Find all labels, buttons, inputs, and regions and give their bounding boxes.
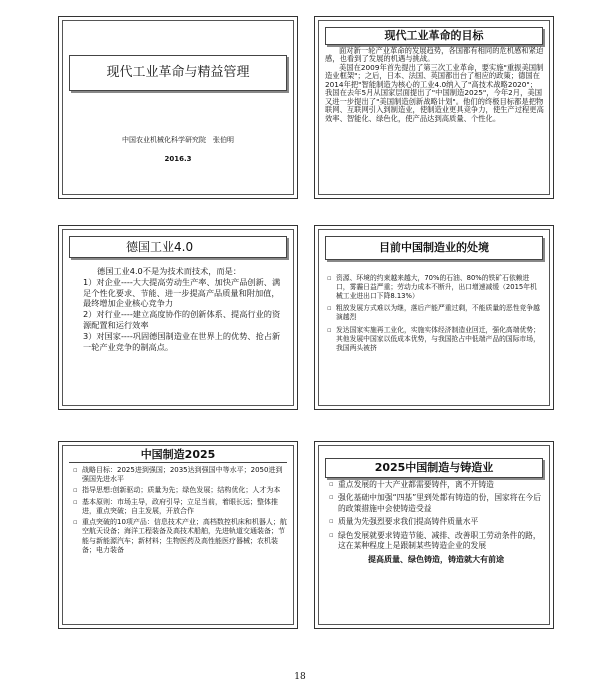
slide-4-title: 目前中国制造业的处境 (325, 236, 543, 260)
page-number: 18 (294, 672, 306, 682)
slide-frame (62, 20, 294, 195)
slide-5-title: 中国制造2025 (69, 447, 287, 463)
slide-4-item: ▫ 发达国家实施再工业化，实施实体经济制造业回迁，强化高端优势；其他发展中国家以低成本优势，与我国抢占中低端产品的国际市场，我国两头被挤 (327, 326, 541, 352)
slide-6 (314, 441, 554, 629)
slide-3-intro: 德国工业4.0不是为技术而技术，而是： (97, 266, 242, 276)
slide-2 (314, 16, 554, 199)
slide-2-body (325, 47, 544, 123)
slide-3-title: 德国工业4.0 (69, 236, 287, 258)
slide-3-item: 3）对国家----巩固德国制造业在世界上的优势、抢占新一轮产业竞争的制高点。 (83, 330, 281, 352)
slide-6-item: ▫ 质量为先强烈要求我们提高铸件质量水平 (329, 517, 543, 527)
slide-6-footer: 提高质量、绿色铸造，铸造就大有前途 (368, 554, 504, 564)
slide-6-item: ▫ 强化基础中加强“四基”里到处都有铸造的份，国家将在今后的政策措施中会使铸造受益 (329, 493, 543, 514)
slide-5-item: ▫ 战略目标：2025进到强国；2035达到强国中等水平；2050进到强国先进水平 (73, 466, 287, 484)
slide-5-item: ▫ 基本原则：市场主导，政府引导；立足当前，着眼长远；整体推进，重点突破；自主发展，开放合作 (73, 498, 287, 516)
slide-2-title: 现代工业革命的目标 (325, 27, 543, 45)
slide-4-item: ▫ 粗放发展方式难以为继，落后产能严重过剩，不能质量的恶性竞争越演越烈 (327, 304, 541, 322)
slide-1-title: 现代工业革命与精益管理 (69, 55, 287, 91)
slide-5-item: ▫ 指导思想:创新驱动；质量为先；绿色发展；结构优化；人才为本 (73, 486, 287, 495)
slide-4-body (327, 274, 541, 353)
slide-4 (314, 225, 554, 410)
slide-6-body (329, 480, 543, 565)
slide-5 (58, 441, 298, 629)
slide-1 (58, 16, 298, 199)
slide-2-para-2: 美国在2009年首先提出了第三次工业革命，要实施"重振美国制造业框架"；之后，日本、法国、英国都出台了相应的政策；德国在2014年把"智能制造为核心的工业4.0纳入了"高技术战略2020"；我国在去年5月从国家层面提出了"中国制造2025"，今年2月，美国又进一步提出了"美国制造创新战略计划"。他们的终极目标都是把物联网、互联网引入到制造业，使制造业更具竞争力，使生产过程更高效率、智能化、绿色化，使产品达到高质量、个性化。 (325, 62, 544, 123)
slide-5-body (73, 466, 287, 555)
slide-4-item: ▫ 资源、环境的约束越来越大，70%的石油、80%的铁矿石依赖进口，雾霾日益严重；劳动力成本不断升，出口增速减缓（2015年机械工业进出口下降8.13%） (327, 274, 541, 300)
slide-6-item: ▫ 重点发展的十大产业都需要铸件，离不开铸造 (329, 480, 543, 490)
slide-3-item: 2）对行业----建立高度协作的创新体系、提高行业的资源配置和运行效率 (83, 309, 281, 331)
slide-5-item: ▫ 重点突破的10项产品：信息技术产业；高档数控机床和机器人；航空航天设备；海洋工程装备及高技术船舶，先进轨道交通装备；节能与新能源汽车；新材料；生物医药及高性能医疗器械；农机装备；电力装备 (73, 518, 287, 555)
slide-6-item: ▫ 绿色发展就要求铸造节能、减排、改善职工劳动条件的路，这在某种程度上是跟制某些铸造企业的发展 (329, 531, 543, 552)
slide-3-item: 1）对企业----大大提高劳动生产率、加快产品创新、满足个性化要求、节能、进一步提高产品质量和附加值，最终增加企业核心竞争力 (83, 276, 281, 309)
slide-1-author: 中国农业机械化科学研究院 张伯明 (122, 136, 234, 144)
slide-1-date: 2016.3 (164, 155, 192, 163)
slide-3-body (83, 266, 285, 353)
slide-3 (58, 225, 298, 410)
slide-2-para-1: 面对新一轮产业革命的发展趋势，各国都有相同的危机感和紧迫感，也看到了发展的机遇与挑战。 (325, 46, 544, 64)
slide-6-title: 2025中国制造与铸造业 (325, 458, 543, 478)
